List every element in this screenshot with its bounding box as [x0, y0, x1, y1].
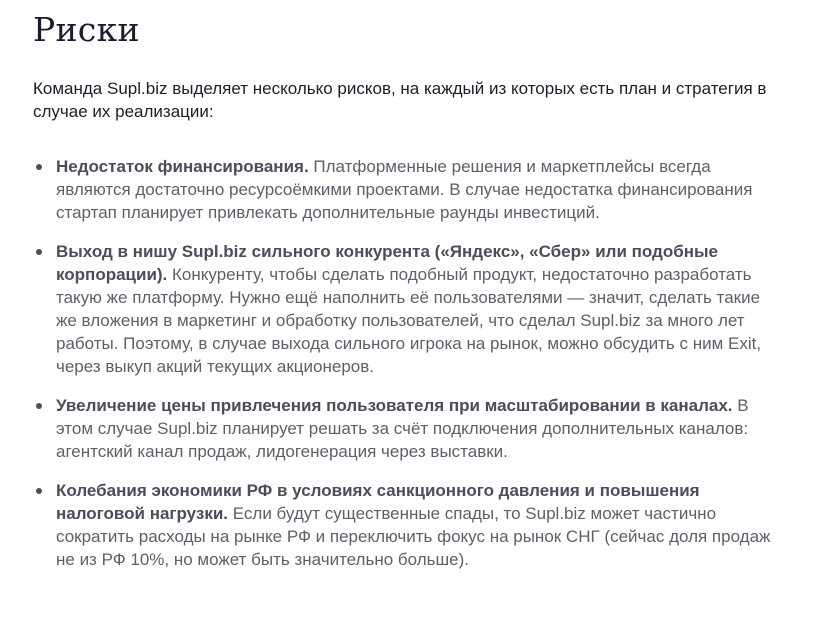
- bullet-icon: [36, 249, 42, 255]
- risk-text: Платформенные решения и маркетплейсы всегда являются достаточно ресурсоёмкими проектами. В случае недостатка финансирования стартап планирует привлекать дополнительные раунды инвестиций.: [56, 157, 753, 222]
- risk-text: Конкуренту, чтобы сделать подобный продукт, недостаточно разработать такую же платформу. Нужно ещё наполнить её пользователями — значит, сделать такие же вложения в маркетинг и обработку пользователей, что сделал Supl.biz за много лет работы. Поэтому, в случае выхода сильного игрока на рынок, можно обсудить с ним Exit, через выкуп акций текущих акционеров.: [56, 265, 762, 376]
- page-title: Риски: [33, 10, 140, 49]
- risk-item-economy: [33, 479, 773, 571]
- intro-paragraph: Команда Supl.biz выделяет несколько рисков, на каждый из которых есть план и стратегия в случае их реализации:: [33, 79, 767, 121]
- risks-list: [33, 155, 773, 571]
- risk-title: Колебания экономики РФ в условиях санкционного давления и повышения налоговой нагрузки.: [56, 481, 700, 523]
- risk-title: Выход в нишу Supl.biz сильного конкурента («Яндекс», «Сбер» или подобные корпорации).: [56, 242, 718, 284]
- bullet-icon: [36, 164, 42, 170]
- bullet-icon: [36, 403, 42, 409]
- risk-item-financing: [33, 155, 773, 224]
- risk-item-competitor: [33, 240, 773, 378]
- risk-title: Увеличение цены привлечения пользователя при масштабировании в каналах.: [56, 396, 733, 415]
- risk-text: В этом случае Supl.biz планирует решать за счёт подключения дополнительных каналов: агентский канал продаж, лидогенерация через выставки.: [56, 396, 749, 461]
- risk-title: Недостаток финансирования.: [56, 157, 309, 176]
- risk-text: Если будут существенные спады, то Supl.biz может частично сократить расходы на рынке РФ и переключить фокус на рынок СНГ (сейчас доля продаж не из РФ 10%, но может быть значительно больше).: [56, 504, 771, 569]
- bullet-icon: [36, 488, 42, 494]
- risk-item-acquisition-cost: [33, 394, 773, 463]
